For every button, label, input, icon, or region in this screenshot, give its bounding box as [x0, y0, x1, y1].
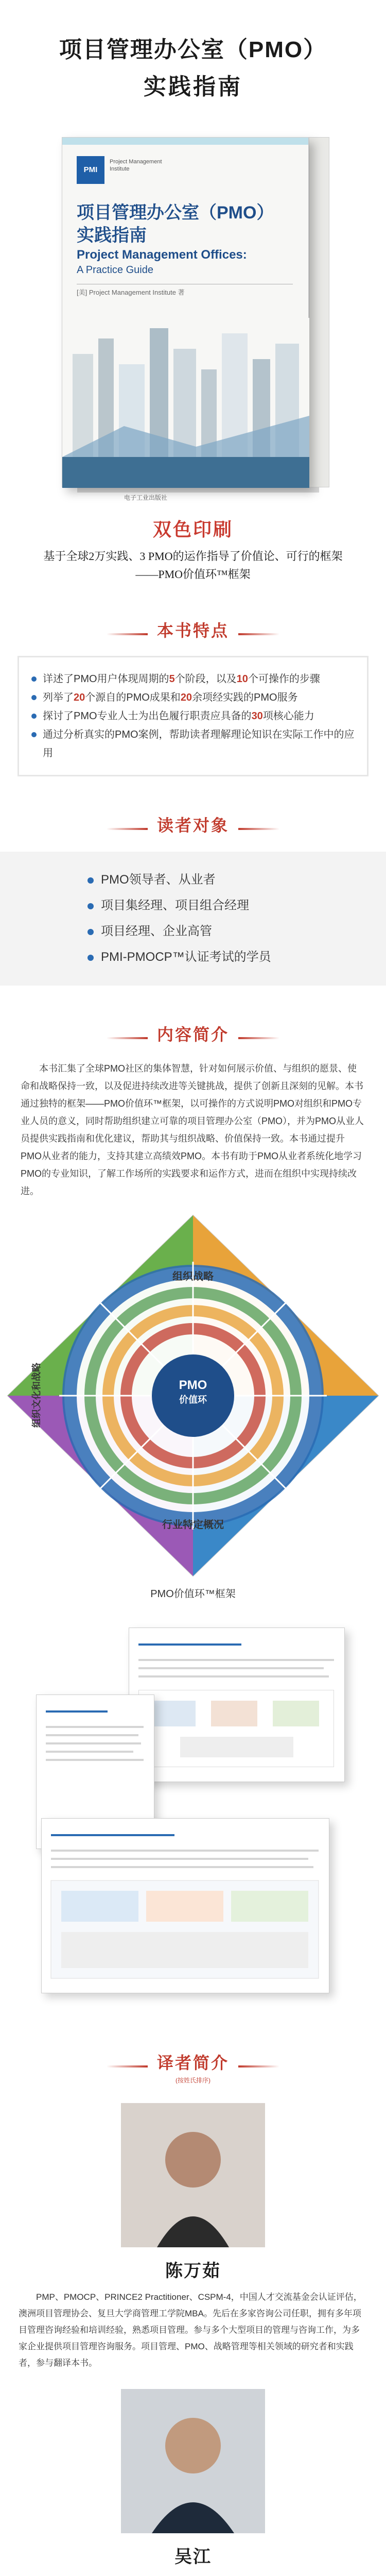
features-heading	[0, 618, 386, 641]
banner-line2: ——PMO价值环™框架	[135, 568, 251, 581]
authors-heading	[0, 2050, 386, 2074]
hero-title-line1: 项目管理办公室（PMO）	[59, 37, 327, 62]
sample-pages	[0, 1617, 386, 2019]
hero-title-line2: 实践指南	[144, 74, 242, 99]
cover-art	[62, 318, 309, 501]
sample-page-3	[41, 1818, 329, 1993]
cover-author: [美] Project Management Institute 著	[77, 289, 185, 296]
author-bio: PMP、PMOCP、PRINCE2 Practitioner、CSPM-4，中国人才交流基金会认证评估，澳洲项目管理协会、复旦大学商管理工学院MBA。先后在多家咨询公司任职，拥有多年项目管理咨询经验和培训经验，熟悉项目管理。参与多个大型项目的管理与咨询工作，为多家企业提供项目管理咨询服务。项目管理、PMO、战略管理等相关领域的研究者和实践者，参与翻译本书。	[19, 2292, 362, 2368]
cover-title-line1: 项目管理办公室（PMO）	[77, 203, 274, 223]
sample-page-1	[129, 1628, 345, 1782]
reader-item: 项目经理、企业高管	[87, 919, 299, 944]
author-name: 陈万茹	[165, 2261, 221, 2281]
ring-label-top: 组织战略	[172, 1271, 214, 1282]
banner-line1: 基于全球2万实践、3 PMO的运作指导了价值论、可行的框架	[43, 550, 343, 563]
readers-list	[0, 852, 386, 986]
intro-title: 内容简介	[156, 1025, 229, 1044]
reader-item: PMO领导者、从业者	[87, 867, 299, 893]
readers-title: 读者对象	[156, 816, 229, 835]
cover-en-subtitle: A Practice Guide	[77, 264, 153, 276]
feature-item: 通过分析真实的PMO案例，帮助读者理解理论知识在实际工作中的应用	[31, 725, 355, 762]
print-banner	[0, 515, 386, 582]
feature-item: 列举了20个源自的PMO成果和20余项经实践的PMO服务	[31, 688, 355, 707]
cover-en-title: Project Management Offices:	[77, 248, 247, 262]
authors-title: 译者简介	[156, 2054, 229, 2072]
cover-publisher: 电子工业出版社	[124, 494, 168, 501]
author-card	[0, 2103, 386, 2371]
pmo-value-ring-diagram	[0, 1210, 386, 1602]
intro-heading	[0, 1022, 386, 1045]
book-cover-image	[0, 122, 386, 513]
ring-label-left: 组织文化和战略	[31, 1363, 42, 1428]
features-title: 本书特点	[156, 621, 229, 640]
ring-label-bottom: 行业特定概况	[162, 1519, 224, 1531]
two-color-print-label: 双色印刷	[152, 519, 233, 540]
avatar	[121, 2389, 265, 2533]
avatar	[121, 2103, 265, 2247]
features-list	[17, 656, 369, 776]
reader-item: 项目集经理、项目组合经理	[87, 893, 299, 919]
book-front	[62, 137, 309, 501]
pmi-logo: PMI	[77, 156, 104, 184]
feature-item: 详述了PMO用户体现周期的5个阶段，以及10个可操作的步骤	[31, 670, 355, 688]
authors-subtitle: (按姓氏排序)	[176, 2077, 210, 2084]
author-card	[0, 2389, 386, 2576]
pmi-logo-caption: Project Management Institute	[110, 159, 162, 172]
book-spine	[309, 137, 329, 487]
diagram-center-label: PMO 价值环	[179, 1378, 207, 1405]
author-name: 吴江	[174, 2547, 212, 2567]
reader-item: PMI-PMOCP™认证考试的学员	[87, 944, 299, 970]
intro-text: 本书汇集了全球PMO社区的集体智慧，针对如何展示价值、与组织的愿景、使命和战略保持一致，以及促进持续改进等关键挑战，提供了创新且深刻的见解。本书通过独特的框架——PMO价值环™框架，以可操作的方式说明PMO对组织和PMO专业人员的意义，同时帮助组织建立可靠的项目管理办公室（PMO），并为PMO从业人员提供实践指南和优化建议，帮助其与组织战略、价值保持一致。本书通过提升PMO从业者的能力，支持其建立高绩效PMO。本书有助于PMO从业者系统化地学习PMO的专业知识，了解工作场所的实践要求和运作方式，进而在组织中实现持续改进。	[21, 1063, 364, 1196]
readers-heading	[0, 812, 386, 836]
cover-title-line2: 实践指南	[77, 226, 147, 245]
feature-item: 探讨了PMO专业人士为出色履行职责应具备的30项核心能力	[31, 707, 355, 725]
diagram-caption: PMO价值环™框架	[150, 1588, 236, 1600]
hero-title	[0, 0, 386, 101]
